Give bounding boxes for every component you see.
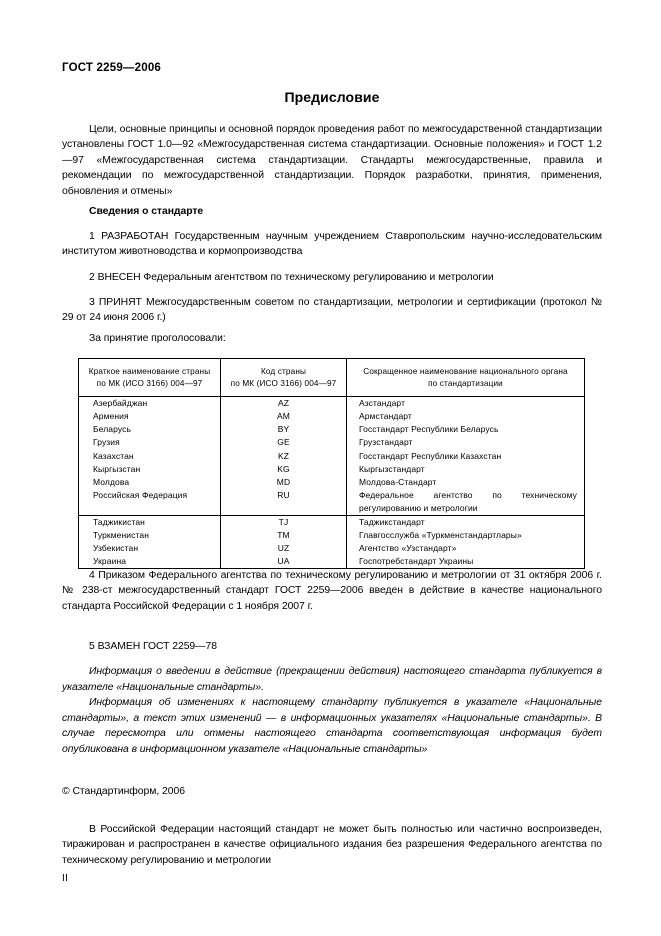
list-item: AZ [277, 398, 290, 409]
column-header-code-line2: по МК (ИСО 3166) 004—97 [230, 378, 337, 388]
list-item: Кыргызстандарт [359, 463, 425, 474]
list-item: Федеральное агентство по техническому регулированию и метрологии [359, 489, 577, 513]
table-row [79, 397, 585, 516]
list-item: Грузия [93, 437, 120, 448]
list-item: Главгосслужба «Туркменстандартлары» [359, 530, 522, 541]
vote-table-head [79, 359, 585, 397]
column-header-body-line2: по стандартизации [428, 378, 503, 388]
standard-info-heading: Сведения о стандарте [89, 206, 204, 217]
list-item: Беларусь [93, 424, 131, 435]
list-item: AM [277, 411, 290, 422]
table-header-row [79, 359, 585, 397]
list-item: Российская Федерация [93, 489, 188, 500]
column-header-body [347, 359, 585, 397]
list-item: Молдова-Стандарт [359, 476, 437, 487]
list-item: Грузстандарт [359, 437, 413, 448]
list-item: KG [277, 463, 290, 474]
standard-info-item-4: 4 Приказом Федерального агентства по техническому регулированию и метрологии от 31 октября 2006 г. № 238-ст межгосударственный стандарт ГОСТ 2259—2006 введен в действие в качестве национального стандарта Российской Федерации с 1 ноября 2007 г. [62, 570, 602, 612]
column-header-code [221, 359, 347, 397]
cell-codes-group-1 [221, 397, 347, 516]
column-header-code-line1: Код страны [260, 367, 307, 376]
notice-publication: Информация о введении в действие (прекращении действия) настоящего стандарта публикуется в указателе «Национальные стандарты». [62, 666, 602, 693]
list-item: UA [277, 556, 290, 567]
page-number: II [62, 873, 69, 884]
column-header-country-line2: по МК (ИСО 3166) 004—97 [96, 378, 203, 388]
list-item: Туркменистан [93, 530, 149, 541]
cell-codes-group-2 [221, 516, 347, 569]
list-item: Госпотребстандарт Украины [359, 556, 474, 567]
list-item: Таджикстандарт [359, 517, 425, 528]
reproduction-rights: В Российской Федерации настоящий стандарт не может быть полностью или частично воспроизведен, тиражирован и распространен в качестве официального издания без разрешения Федерального агентства по техническому регулированию и метрологии [62, 824, 602, 866]
vote-table [78, 358, 585, 569]
standard-info-item-3: 3 ПРИНЯТ Межгосударственным советом по стандартизации, метрологии и сертификации (протокол № 29 от 24 июня 2006 г.) [62, 297, 602, 324]
vote-table-body [79, 397, 585, 569]
list-item: TJ [278, 517, 289, 528]
copyright-line: © Стандартинформ, 2006 [62, 786, 185, 797]
list-item: Госстандарт Республики Казахстан [359, 450, 502, 461]
list-item: Кыргызстан [93, 463, 141, 474]
list-item: Азстандарт [359, 398, 406, 409]
list-item: UZ [277, 543, 290, 554]
list-item: Армения [93, 411, 129, 422]
document-number: ГОСТ 2259—2006 [62, 62, 162, 74]
cell-bodies-group-1 [347, 397, 585, 516]
intro-paragraph: Цели, основные принципы и основной порядок проведения работ по межгосударственной стандартизации установлены ГОСТ 1.0—92 «Межгосударственная система стандартизации. Основные положения» и ГОСТ 1.2—97 «Межгосударственная система стандартизации. Стандарты межгосударственные, правила и рекомендации по межгосударственной стандартизации. Порядок разработки, принятия, применения, обновления и отмены» [62, 124, 602, 197]
list-item: Азербайджан [93, 398, 148, 409]
list-item: KZ [277, 450, 290, 461]
table-row [79, 516, 585, 569]
standard-info-item-2: 2 ВНЕСЕН Федеральным агентством по техническому регулированию и метрологии [89, 272, 494, 283]
column-header-country [79, 359, 221, 397]
list-item: BY [277, 424, 290, 435]
list-item: GE [277, 437, 290, 448]
list-item: MD [276, 476, 291, 487]
page-title: Предисловие [284, 89, 380, 105]
list-item: Госстандарт Республики Беларусь [359, 424, 499, 435]
vote-intro: За принятие проголосовали: [89, 333, 226, 344]
cell-countries-group-1 [79, 397, 221, 516]
standard-info-item-5: 5 ВЗАМЕН ГОСТ 2259—78 [89, 641, 217, 652]
list-item: Украина [93, 556, 127, 567]
standard-info-item-1: 1 РАЗРАБОТАН Государственным научным учреждением Ставропольским научно-исследовательским институтом животноводства и кормопроизводства [62, 231, 602, 258]
notice-amendments: Информация об изменениях к настоящему стандарту публикуется в указателе «Национальные стандарты», а текст этих изменений — в информационных указателях «Национальные стандарты». В случае пересмотра или отмены настоящего стандарта соответствующая информация будет опубликована в информационном указателе «Национальные стандарты» [62, 697, 602, 755]
list-item: Армстандарт [359, 411, 412, 422]
list-item: Узбекистан [93, 543, 139, 554]
cell-countries-group-2 [79, 516, 221, 569]
column-header-country-line1: Краткое наименование страны [88, 367, 211, 376]
list-item: Таджикистан [93, 517, 145, 528]
cell-bodies-group-2 [347, 516, 585, 569]
list-item: TM [277, 530, 290, 541]
list-item: Казахстан [93, 450, 134, 461]
list-item: Молдова [93, 476, 130, 487]
list-item: Агентство «Узстандарт» [359, 543, 457, 554]
column-header-body-line1: Сокращенное наименование национального органа [363, 367, 568, 376]
list-item: RU [277, 489, 290, 500]
